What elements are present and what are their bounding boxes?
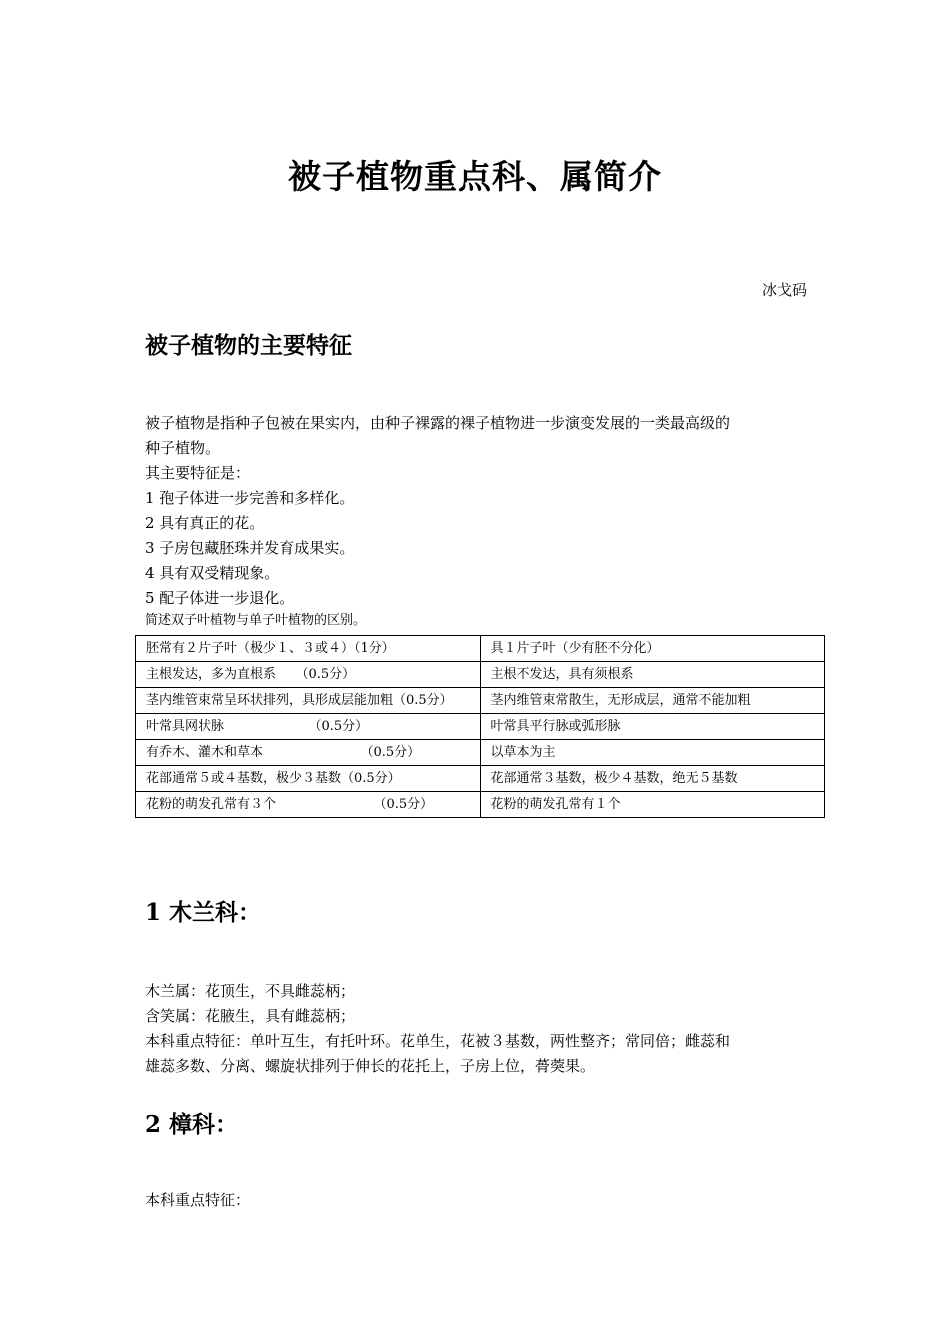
dicot-cell: 叶常具网状脉 （0.5分） — [136, 714, 481, 740]
feature-item: 5 配子体进一步退化。 — [145, 589, 295, 607]
magnoliaceae-paragraph — [145, 979, 809, 1079]
monocot-cell: 以草本为主 — [480, 740, 825, 766]
feature-item: 3 子房包藏胚珠并发育成果实。 — [145, 539, 355, 557]
dicot-cell: 主根发达，多为直根系 （0.5分） — [136, 662, 481, 688]
heading-main-features: 被子植物的主要特征 — [145, 332, 352, 359]
monocot-cell: 茎内维管束常散生，无形成层，通常不能加粗 — [480, 688, 825, 714]
table-row — [136, 766, 825, 792]
dicot-cell: 胚常有２片子叶（极少１、３或４）（1分） — [136, 636, 481, 662]
genus-michelia-line: 含笑属：花腋生，具有雌蕊柄； — [145, 1007, 356, 1025]
page-title: 被子植物重点科、属简介 — [288, 157, 662, 196]
genus-magnolia-line: 木兰属：花顶生，不具雌蕊柄； — [145, 982, 356, 1000]
features-paragraph — [145, 411, 809, 611]
table-row — [136, 714, 825, 740]
features-lead: 其主要特征是： — [145, 464, 251, 482]
dicot-cell: 有乔木、灌木和草本 （0.5分） — [136, 740, 481, 766]
heading-magnoliaceae: 1 木兰科： — [145, 899, 262, 926]
dicot-cell: 花部通常５或４基数，极少３基数（0.5分） — [136, 766, 481, 792]
monocot-cell: 具１片子叶（少有胚不分化） — [480, 636, 825, 662]
author-name: 冰戈码 — [761, 281, 807, 299]
table-row — [136, 636, 825, 662]
table-row — [136, 688, 825, 714]
feature-item: 2 具有真正的花。 — [145, 514, 265, 532]
dicot-cell: 花粉的萌发孔常有３个 （0.5分） — [136, 792, 481, 818]
lauraceae-paragraph — [145, 1188, 809, 1213]
dicot-cell: 茎内维管束常呈环状排列，具形成层能加粗（0.5分） — [136, 688, 481, 714]
heading-lauraceae: 2 樟科： — [145, 1111, 239, 1138]
monocot-cell: 叶常具平行脉或弧形脉 — [480, 714, 825, 740]
family-features-line: 本科重点特征： — [145, 1191, 251, 1209]
table-row — [136, 662, 825, 688]
intro-line-2: 种子植物。 — [145, 439, 221, 457]
family-features-line: 本科重点特征：单叶互生，有托叶环。花单生，花被３基数，两性整齐；常同倍；雌蕊和 — [145, 1032, 731, 1050]
family-features-line: 雄蕊多数、分离、螺旋状排列于伸长的花托上，子房上位，蓇葖果。 — [145, 1057, 596, 1075]
table-caption: 简述双子叶植物与单子叶植物的区别。 — [145, 613, 367, 628]
monocot-cell: 花部通常３基数，极少４基数，绝无５基数 — [480, 766, 825, 792]
table-row — [136, 740, 825, 766]
feature-item: 1 孢子体进一步完善和多样化。 — [145, 489, 355, 507]
table-row — [136, 792, 825, 818]
monocot-cell: 花粉的萌发孔常有１个 — [480, 792, 825, 818]
intro-line-1: 被子植物是指种子包被在果实内，由种子裸露的裸子植物进一步演变发展的一类最高级的 — [145, 414, 731, 432]
monocot-cell: 主根不发达，具有须根系 — [480, 662, 825, 688]
feature-item: 4 具有双受精现象。 — [145, 564, 280, 582]
comparison-table — [135, 635, 825, 818]
